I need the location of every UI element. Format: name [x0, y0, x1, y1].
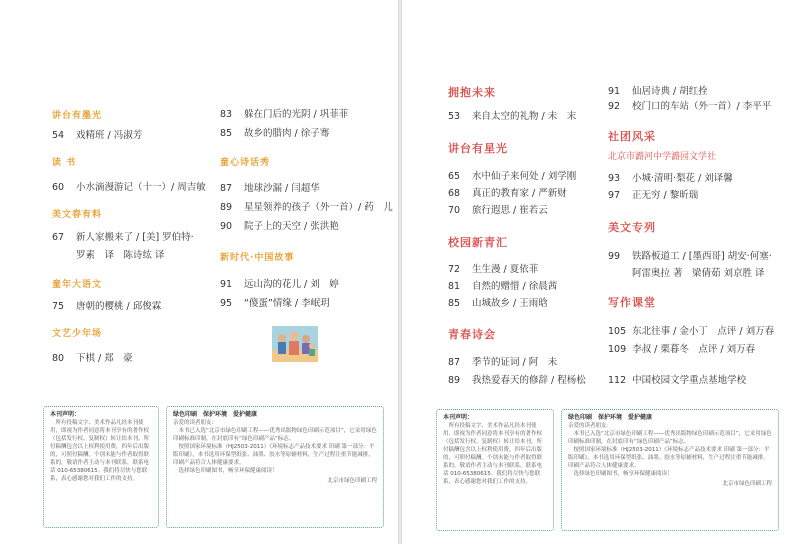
page-number: 90 [220, 221, 233, 232]
notice-title: 绿色印刷 保护环境 爱护健康 [173, 411, 258, 418]
notice-body: 本书已入选“北京市绿色印刷工程——优秀出版物绿色印刷示范项目”，它采用绿色印刷标准印制，在封底印有“绿色印刷产品”标志。 [173, 428, 377, 442]
entry-title: 自然的赠惜 / 徐晨茜 [472, 281, 558, 292]
entry-title: 正无穷 / 黎昕瑞 [632, 190, 699, 201]
page-number: 83 [220, 109, 233, 120]
page-number: 75 [52, 301, 65, 312]
toc-entry[interactable] [608, 341, 755, 355]
section-title: 童年大语文 [52, 280, 103, 290]
toc-entry[interactable] [448, 295, 548, 309]
entry-title: 新人家搬来了 / [美] 罗伯特· [76, 232, 194, 243]
green-printing-notice [561, 409, 779, 531]
entry-title: 我热爱春天的修辞 / 程杨松 [472, 375, 586, 386]
entry-title: 故乡的腊肉 / 徐子骞 [244, 128, 330, 139]
entry-title: 中国校园文学重点基地学校 [632, 375, 747, 386]
entry-title: 东北往事 / 金小丁 点评 / 刘万春 [632, 326, 775, 337]
page-number: 89 [448, 375, 461, 386]
toc-entry[interactable] [220, 276, 339, 290]
page-number: 87 [220, 183, 233, 194]
page-number: 60 [52, 182, 65, 193]
notice-body: 按照国家环境标准（HJ2503-2011）《环境标志产品技术要求 印刷 第一部分：平版印刷》，本书选用环保型纸张、油墨、胶水等原辅材料，生产过程注重节能减排，印刷产品符合人体健康要求。 [173, 444, 375, 466]
toc-entry[interactable] [448, 278, 557, 292]
entry-title: 旅行遐思 / 崔若云 [472, 205, 548, 216]
entry-title: 唐朝的樱桃 / 邱俊霖 [76, 301, 162, 312]
toc-entry[interactable] [608, 187, 698, 201]
section-title: 读 书 [52, 158, 77, 168]
section-title: 童心诗话秀 [220, 158, 271, 168]
toc-entry[interactable] [448, 261, 538, 275]
page-number: 109 [608, 344, 627, 355]
entry-title: 仙居诗典 / 胡红拴 [632, 86, 708, 97]
copyright-notice [43, 406, 159, 528]
page-number: 93 [608, 173, 621, 184]
page-number: 89 [220, 202, 233, 213]
notice-signature: 北京市绿色印刷工程 [327, 478, 377, 484]
page-number: 70 [448, 205, 461, 216]
toc-entry[interactable] [448, 372, 586, 386]
toc-entry[interactable] [448, 185, 567, 199]
page-number: 91 [608, 86, 621, 97]
copyright-notice [436, 409, 554, 531]
toc-entry[interactable] [608, 83, 708, 97]
entry-title: 李叔 / 栗暮冬 点评 / 刘万春 [632, 344, 756, 355]
toc-entry[interactable] [608, 170, 733, 184]
page-number: 92 [608, 101, 621, 112]
entry-title: 铁路板道工 / [墨西哥] 胡安·何塞· [632, 251, 772, 262]
toc-entry[interactable] [52, 127, 142, 141]
entry-title: 小水滴漫游记（十一）/ 周吉敏 [76, 182, 206, 193]
notice-body: 所有投稿文字、美术作品凡经本刊使用，即视为作者同意将本刊享有的著作权（包括发行权、复制权）转让给本刊。所付稿酬包含以上权利使用费，四年后出版的，可照付稿酬。个别未能与作者取得联系的，敬请作者主动与本刊联系，联系电话 010-65380615。我们将尽快与您联系，表心感谢您对我们工作的支持。 [50, 420, 150, 482]
page-number: 72 [448, 264, 461, 275]
section-title: 社团风采 [608, 130, 656, 143]
page-number: 85 [220, 128, 233, 139]
page-number: 80 [52, 353, 65, 364]
entry-title: 下棋 / 郑 豪 [76, 353, 133, 364]
page-number: 87 [448, 357, 461, 368]
toc-entry[interactable] [220, 218, 339, 232]
page-number: 67 [52, 232, 65, 243]
section-title: 讲台有星光 [448, 142, 508, 155]
entry-title: 远山沟的花儿 / 刘 婷 [244, 279, 339, 290]
section-title: 青春诗会 [448, 328, 496, 341]
toc-entry-continuation: 阿雷奥拉 著 梁倩茹 刘京胜 译 [632, 268, 765, 279]
entry-title: 地球沙漏 / 闫超华 [244, 183, 320, 194]
left-page [0, 0, 398, 544]
toc-entry[interactable] [220, 180, 320, 194]
toc-entry[interactable] [220, 295, 330, 309]
page-number: 85 [448, 298, 461, 309]
notice-title: 绿色印刷 保护环境 爱护健康 [568, 414, 653, 421]
notice-body: 选择绿色印刷图书，畅享环保健康阅读！ [178, 468, 278, 474]
page-number: 53 [448, 111, 461, 122]
notice-greeting: 亲爱的读者朋友： [173, 420, 218, 426]
section-title: 讲台有墨光 [52, 111, 103, 121]
club-name: 北京市潞河中学潞园文学社 [608, 152, 717, 162]
toc-entry[interactable] [448, 108, 576, 122]
section-title: 校园新青汇 [448, 236, 508, 249]
page-number: 97 [608, 190, 621, 201]
entry-title: 戏精班 / 冯淑芳 [76, 130, 143, 141]
entry-title: 校门口的车站（外一首）/ 李平平 [632, 101, 772, 112]
notice-body: 本书已入选“北京市绿色印刷工程——优秀出版物绿色印刷示范项目”，它采用绿色印刷标准印制，在封底印有“绿色印刷产品”标志。 [568, 431, 772, 445]
entry-title: 山城故乡 / 王雨晗 [472, 298, 548, 309]
notice-greeting: 亲爱的读者朋友： [568, 423, 613, 429]
page-number: 54 [52, 130, 65, 141]
toc-entry-continuation: 罗素 译 陈诗纮 译 [76, 250, 165, 261]
notice-title: 本刊声明： [443, 414, 474, 421]
entry-title: 小城·清明·梨花 / 刘译馨 [632, 173, 733, 184]
notice-body: 选择绿色印刷图书，畅享环保健康阅读！ [573, 471, 673, 477]
page-number: 99 [608, 251, 621, 262]
page-number: 68 [448, 188, 461, 199]
entry-title: 躲在门后的光阴 / 巩菲菲 [244, 109, 349, 120]
toc-entry[interactable] [608, 248, 772, 262]
section-title: 新时代·中国故事 [220, 253, 295, 263]
notice-body: 所有投稿文字、美术作品凡经本刊使用，即视为作者同意将本刊享有的著作权（包括发行权、复制权）转让给本刊。所付稿酬包含以上权利使用费，四年后出版的，可照付稿酬。个别未能与作者取得联系的，敬请作者主动与本刊联系，联系电话 010-65380615。我们将尽快与您联系，表心感谢您对我们工作的支持。 [443, 423, 543, 485]
toc-entry[interactable] [220, 199, 393, 213]
toc-entry[interactable] [608, 98, 771, 112]
entry-title: 生生漫 / 夏依菲 [472, 264, 539, 275]
toc-entry[interactable] [448, 354, 557, 368]
toc-entry[interactable] [608, 323, 774, 337]
toc-entry[interactable] [52, 179, 206, 193]
notice-title: 本刊声明： [50, 411, 81, 418]
section-title: 美文专列 [608, 221, 656, 234]
notice-body: 按照国家环境标准（HJ2503-2011）《环境标志产品技术要求 印刷 第一部分：平版印刷》，本书选用环保型纸张、油墨、胶水等原辅材料，生产过程注重节能减排，印刷产品符合人体健康要求。 [568, 447, 770, 469]
toc-entry[interactable] [448, 202, 548, 216]
toc-entry[interactable] [220, 106, 348, 120]
toc-entry[interactable] [220, 125, 329, 139]
section-title: 文艺少年场 [52, 329, 103, 339]
entry-title: 院子上的天空 / 张洪艳 [244, 221, 339, 232]
green-printing-notice [166, 406, 384, 528]
entry-title: 水中仙子来何处 / 刘学刚 [472, 171, 577, 182]
page-number: 112 [608, 375, 627, 386]
toc-entry[interactable] [608, 372, 746, 386]
entry-title: 来自太空的礼物 / 未 末 [472, 111, 577, 122]
entry-title: 星星领养的孩子（外一首）/ 药 儿 [244, 202, 393, 213]
page-number: 105 [608, 326, 627, 337]
section-title: 拥抱未来 [448, 86, 496, 99]
toc-entry[interactable] [448, 168, 576, 182]
entry-title: 真正的教育家 / 严新财 [472, 188, 567, 199]
entry-title: 季节的证词 / 阿 未 [472, 357, 558, 368]
toc-entry[interactable] [52, 350, 133, 364]
entry-title: “傻蛋”情缘 / 李岷玥 [244, 298, 330, 309]
section-title: 美文春有料 [52, 210, 103, 220]
family-illustration [272, 326, 318, 362]
section-title: 写作课堂 [608, 296, 656, 309]
page-number: 91 [220, 279, 233, 290]
toc-entry[interactable] [52, 298, 161, 312]
page-number: 95 [220, 298, 233, 309]
right-page [402, 0, 800, 544]
page-number: 65 [448, 171, 461, 182]
toc-entry[interactable] [52, 229, 194, 243]
page-number: 81 [448, 281, 461, 292]
notice-signature: 北京市绿色印刷工程 [722, 481, 772, 487]
